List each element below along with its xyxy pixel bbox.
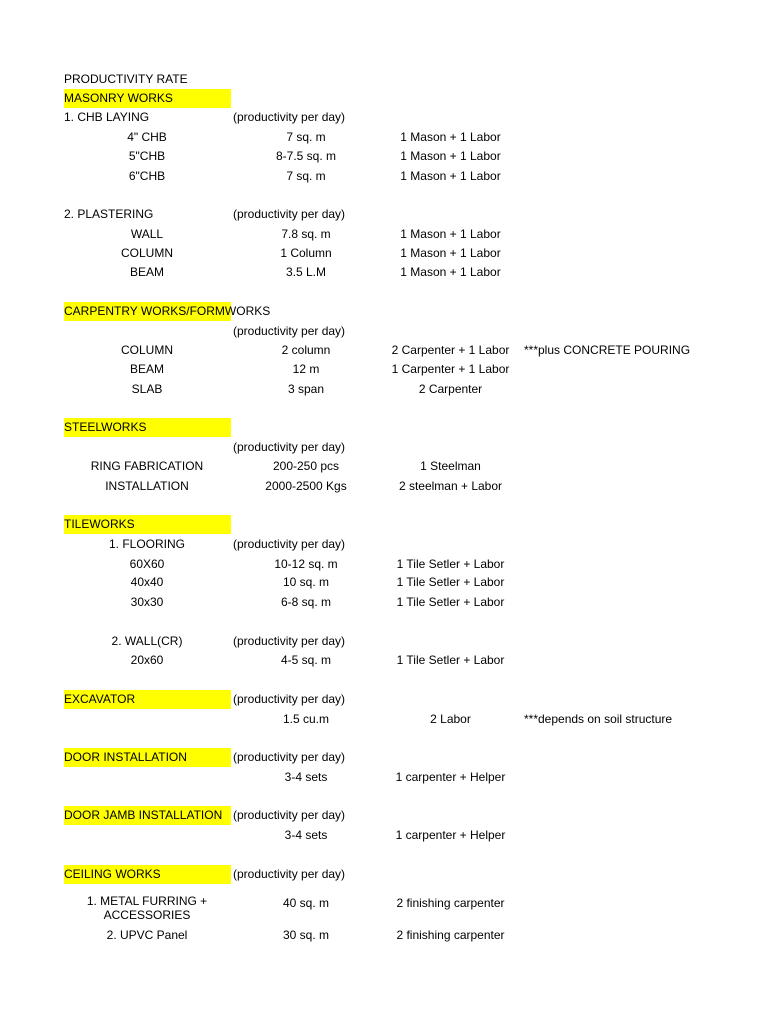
crew-cell: 1 Tile Setler + Labor (396, 653, 505, 667)
crew-cell: 1 Steelman (420, 459, 481, 473)
table-row (0, 573, 768, 592)
ppd-row (0, 322, 768, 341)
subsection-label: 1. CHB LAYING (64, 110, 150, 124)
section-heading-door-installation: DOOR INSTALLATION (64, 748, 231, 767)
item-cell: COLUMN (120, 246, 173, 260)
crew-cell: 1 Tile Setler + Labor (396, 595, 505, 609)
section-heading-ceiling-works: CEILING WORKS (64, 865, 231, 884)
item-cell: 40x40 (130, 575, 164, 589)
table-row (0, 926, 768, 945)
table-row (0, 768, 768, 787)
wall-label-row (0, 632, 768, 651)
crew-cell: 2 Labor (430, 712, 471, 726)
crew-cell: 1 carpenter + Helper (395, 828, 506, 842)
crew-cell: 2 steelman + Labor (398, 479, 503, 493)
crew-cell: 1 Mason + 1 Labor (400, 169, 501, 183)
subsection-label: 1. FLOORING (108, 537, 185, 551)
ppd-label: (productivity per day) (233, 692, 346, 706)
page-title: PRODUCTIVITY RATE (64, 72, 188, 86)
ppd-label: (productivity per day) (233, 110, 346, 124)
rate-cell: 2000-2500 Kgs (265, 479, 347, 493)
item-cell: 60X60 (129, 557, 165, 571)
subsection-label: 2. PLASTERING (64, 207, 154, 221)
rate-cell: 6-8 sq. m (280, 595, 331, 609)
ppd-label: (productivity per day) (233, 750, 346, 764)
ppd-label: (productivity per day) (233, 324, 346, 338)
note-cell: ***plus CONCRETE POURING (524, 343, 691, 357)
table-row (0, 225, 768, 244)
excavator-heading-row (0, 690, 768, 709)
table-row (0, 893, 768, 925)
crew-cell: 1 carpenter + Helper (395, 770, 506, 784)
rate-cell: 7 sq. m (286, 130, 326, 144)
rate-cell: 3.5 L.M (285, 265, 327, 279)
crew-cell: 2 finishing carpenter (396, 928, 505, 942)
item-cell: 30x30 (130, 595, 164, 609)
rate-cell: 7 sq. m (286, 169, 326, 183)
table-row (0, 477, 768, 496)
plaster-label-row (0, 205, 768, 224)
section-heading-masonry: MASONRY WORKS (64, 89, 231, 108)
crew-cell: 1 Tile Setler + Labor (396, 575, 505, 589)
rate-cell: 12 m (292, 362, 320, 376)
section-heading-tileworks: TILEWORKS (64, 515, 231, 534)
item-cell: 5"CHB (128, 149, 166, 163)
item-cell: 4" CHB (127, 130, 167, 144)
item-cell: RING FABRICATION (90, 459, 204, 473)
tile-heading-row (0, 515, 768, 534)
rate-cell: 3-4 sets (284, 770, 328, 784)
crew-cell: 1 Tile Setler + Labor (396, 557, 505, 571)
heading-text: CARPENTRY WORKS/FORMWORKS (64, 304, 271, 318)
table-row (0, 555, 768, 574)
item-cell: BEAM (129, 265, 164, 279)
table-row (0, 826, 768, 845)
ppd-label: (productivity per day) (233, 537, 346, 551)
section-heading-steelworks: STEELWORKS (64, 418, 231, 437)
rate-cell: 7.8 sq. m (281, 227, 331, 241)
crew-cell: 1 Mason + 1 Labor (400, 246, 501, 260)
rate-cell: 30 sq. m (282, 928, 330, 942)
item-cell: 1. METAL FURRING + ACCESSORIES (86, 894, 208, 922)
item-cell: WALL (130, 227, 164, 241)
floor-label-row (0, 535, 768, 554)
table-row (0, 263, 768, 282)
rate-cell: 1 Column (280, 246, 332, 260)
carpentry-heading-row (0, 302, 768, 321)
crew-cell: 1 Mason + 1 Labor (400, 130, 501, 144)
rate-cell: 1.5 cu.m (282, 712, 330, 726)
title-row (0, 70, 768, 89)
item-cell: BEAM (129, 362, 164, 376)
item-cell: 20x60 (130, 653, 164, 667)
rate-cell: 40 sq. m (282, 896, 330, 910)
rate-cell: 10 sq. m (282, 575, 330, 589)
table-row (0, 147, 768, 166)
masonry-heading-row (0, 89, 768, 108)
table-row (0, 244, 768, 263)
ppd-label: (productivity per day) (233, 440, 346, 454)
table-row (0, 651, 768, 670)
table-row (0, 360, 768, 379)
ppd-row (0, 438, 768, 457)
rate-cell: 3-4 sets (284, 828, 328, 842)
steel-heading-row (0, 418, 768, 437)
table-row (0, 380, 768, 399)
table-row (0, 167, 768, 186)
table-row (0, 341, 768, 360)
crew-cell: 2 Carpenter (418, 382, 483, 396)
item-cell: COLUMN (120, 343, 173, 357)
rate-cell: 3 span (287, 382, 325, 396)
crew-cell: 1 Mason + 1 Labor (400, 227, 501, 241)
rate-cell: 10-12 sq. m (274, 557, 338, 571)
item-cell: 6"CHB (128, 169, 166, 183)
jamb-heading-row (0, 806, 768, 825)
section-heading-carpentry (64, 302, 271, 321)
section-heading-excavator: EXCAVATOR (64, 690, 231, 709)
note-cell: ***depends on soil structure (524, 712, 673, 726)
ceiling-heading-row (0, 865, 768, 884)
crew-cell: 1 Carpenter + 1 Labor (391, 362, 510, 376)
crew-cell: 1 Mason + 1 Labor (400, 149, 501, 163)
rate-cell: 200-250 pcs (272, 459, 340, 473)
table-row (0, 128, 768, 147)
item-cell: SLAB (131, 382, 163, 396)
ppd-label: (productivity per day) (233, 634, 346, 648)
ppd-label: (productivity per day) (233, 867, 346, 881)
subsection-label: 2. WALL(CR) (111, 634, 183, 648)
rate-cell: 2 column (281, 343, 331, 357)
item-cell: 2. UPVC Panel (106, 928, 188, 942)
ppd-label: (productivity per day) (233, 207, 346, 221)
crew-cell: 2 Carpenter + 1 Labor (391, 343, 510, 357)
rate-cell: 8-7.5 sq. m (275, 149, 337, 163)
section-heading-door-jamb: DOOR JAMB INSTALLATION (64, 806, 231, 825)
crew-cell: 1 Mason + 1 Labor (400, 265, 501, 279)
table-row (0, 457, 768, 476)
crew-cell: 2 finishing carpenter (396, 896, 505, 910)
item-cell: INSTALLATION (105, 479, 189, 493)
ppd-label: (productivity per day) (233, 808, 346, 822)
door-heading-row (0, 748, 768, 767)
table-row (0, 710, 768, 729)
chb-label-row (0, 108, 768, 127)
rate-cell: 4-5 sq. m (280, 653, 331, 667)
table-row (0, 593, 768, 612)
